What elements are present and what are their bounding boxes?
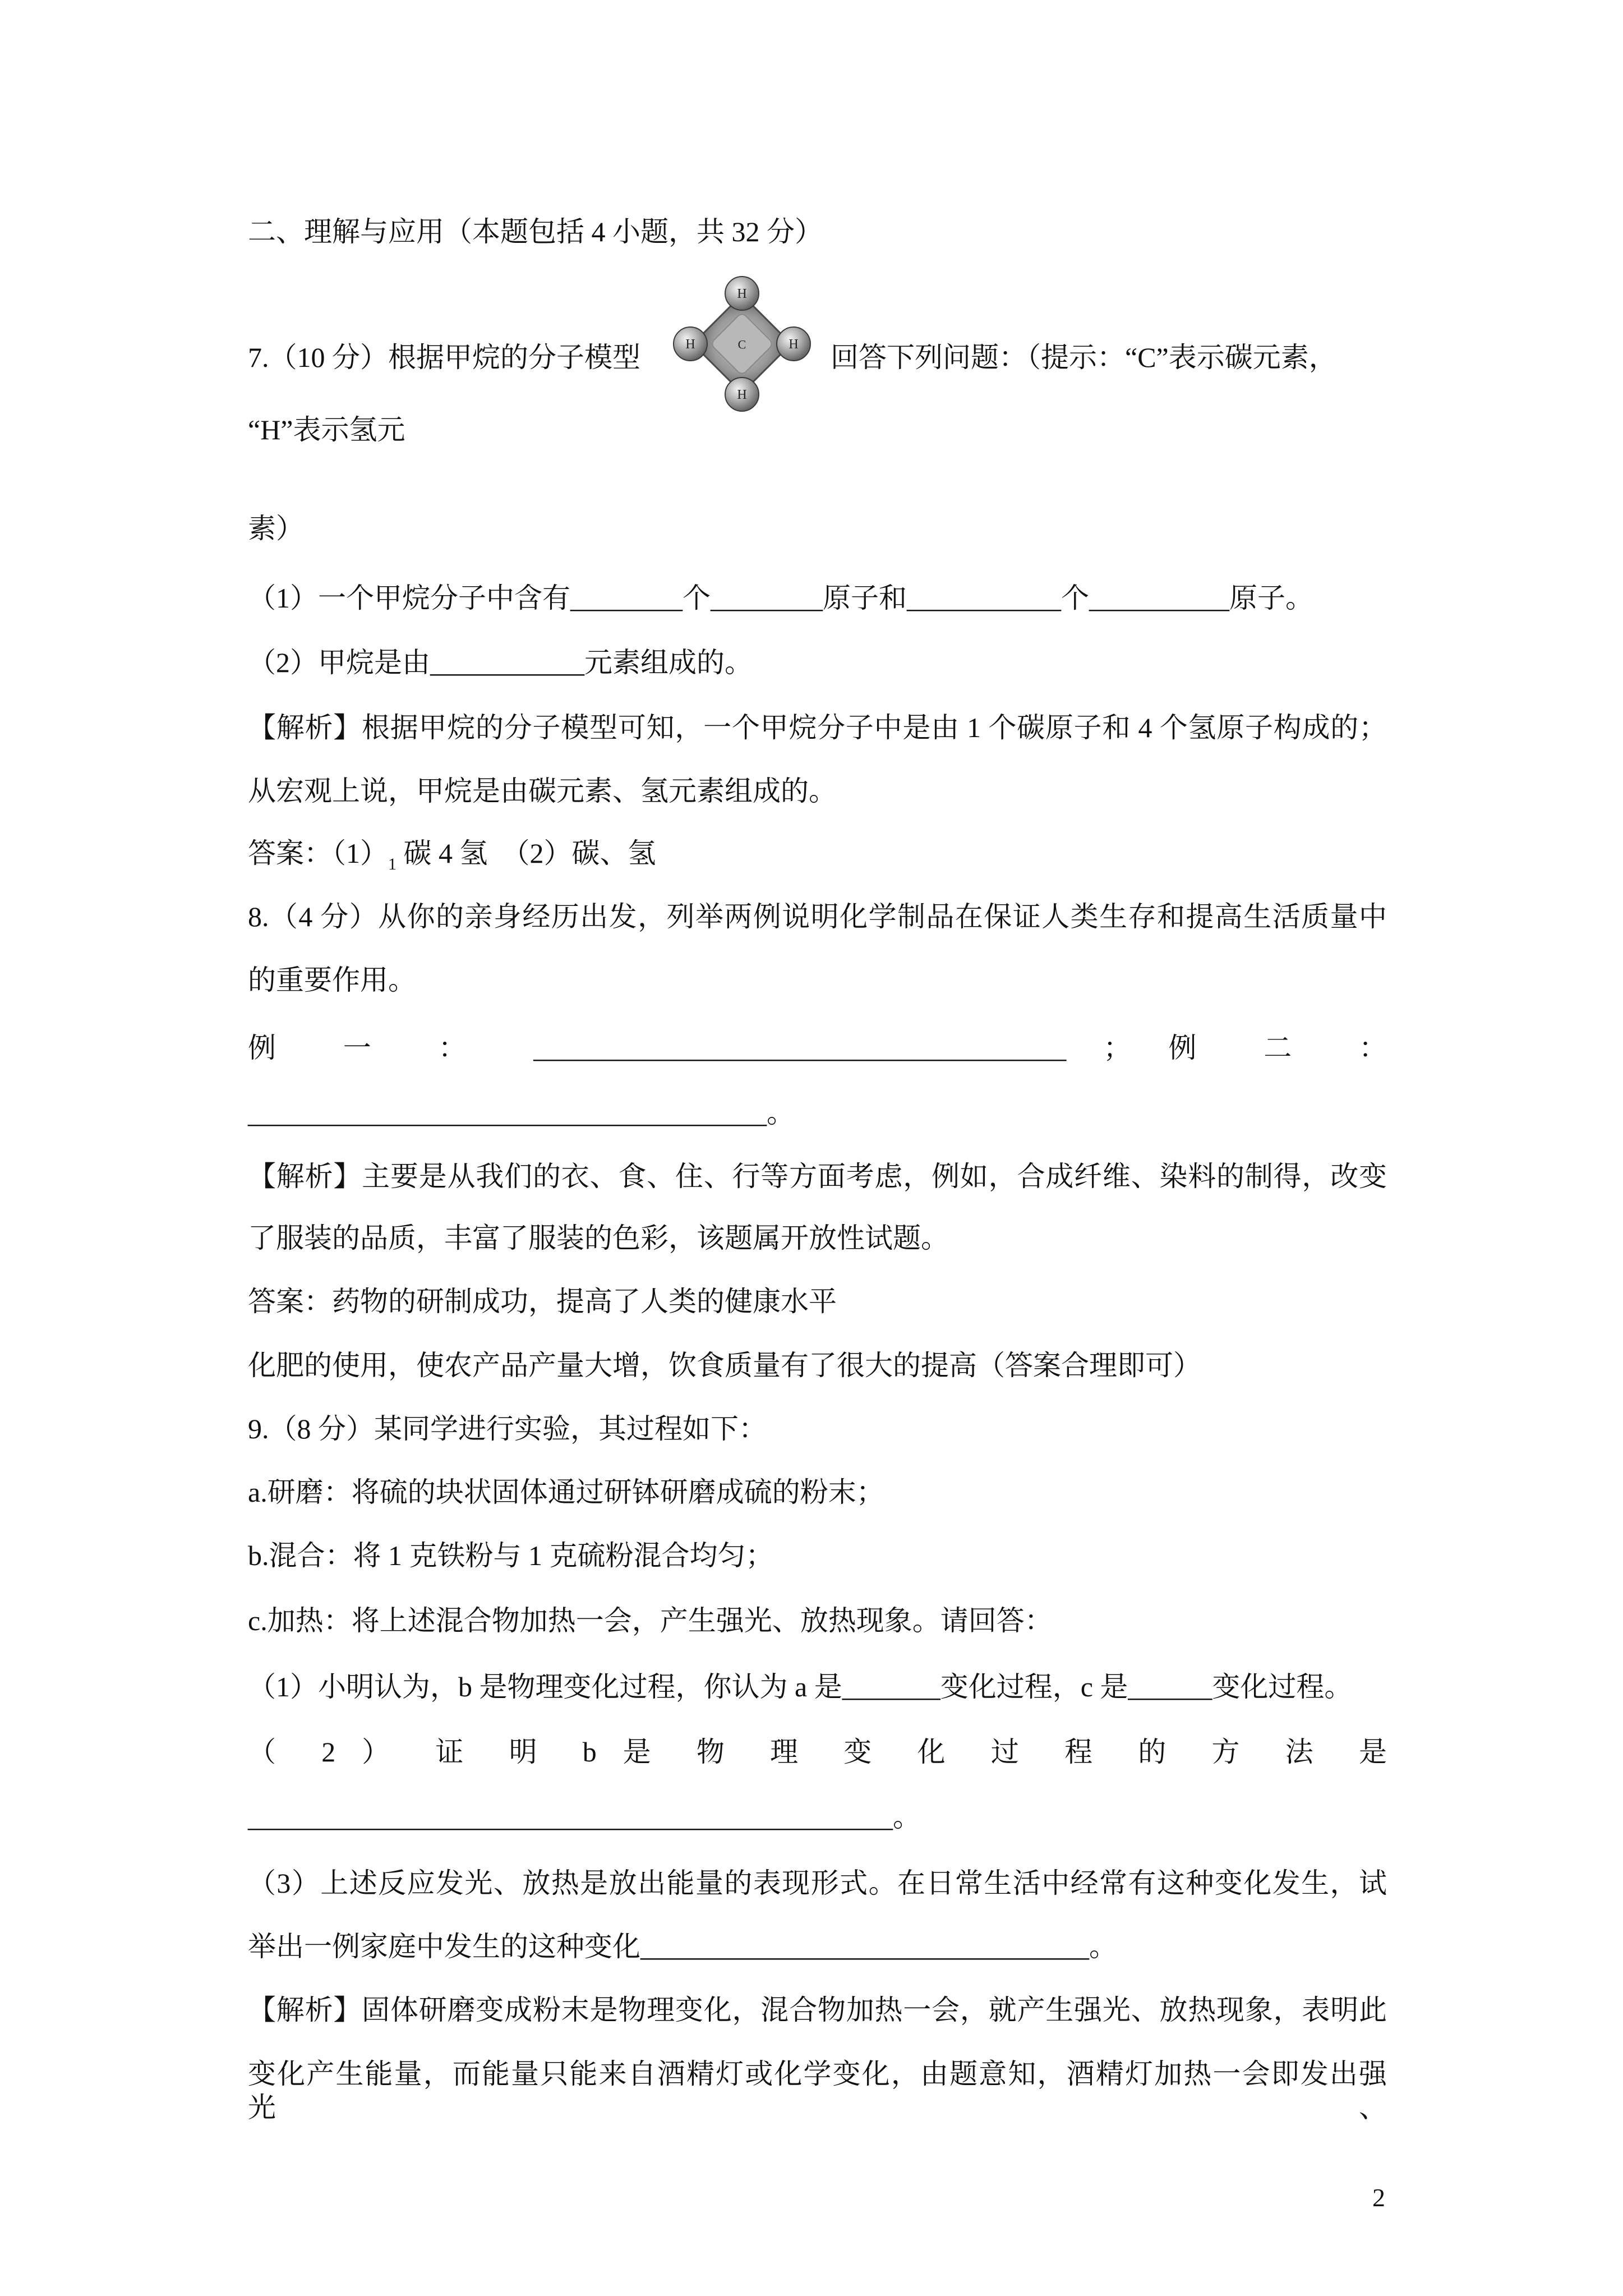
hydrogen-atom-right: [777, 327, 810, 361]
hydrogen-atom-label: H: [737, 287, 747, 301]
q7-stem-before-figure: 7.（10 分）根据甲烷的分子模型: [248, 342, 640, 373]
methane-molecule-figure: [666, 274, 818, 414]
q9-stem: 9.（8 分）某同学进行实验，其过程如下：: [248, 1413, 767, 1444]
q8-analysis-line-2: 了服装的品质，丰富了服装的色彩，该题属开放性试题。: [248, 1222, 949, 1254]
q7-answer-prefix: 答案：（1）: [248, 838, 388, 869]
q7-part-2: （2）甲烷是由___________元素组成的。: [248, 647, 753, 678]
q7-stem-after-figure: 回答下列问题：（提示：“C”表示碳元素，: [831, 342, 1337, 373]
q9-part-2-line-2: ______________________________________________。: [248, 1801, 921, 1833]
q9-part-3-line-2: 举出一例家庭中发生的这种变化________________________________。: [248, 1931, 1117, 1962]
q9-analysis-line-2: 变化产生能量，而能量只能来自酒精灯或化学变化，由题意知，酒精灯加热一会即发出强光、: [248, 2058, 1387, 2123]
q8-blank-line-1: 例 一 ： ______________________________________ ； 例 二 ：: [248, 1032, 1387, 1064]
hydrogen-atom-left: [674, 327, 707, 361]
q8-stem-line-2: 的重要作用。: [248, 964, 416, 996]
q9-part-1: （1）小明认为，b 是物理变化过程，你认为 a 是_______变化过程，c 是______变化过程。: [248, 1671, 1353, 1703]
carbon-atom-label: C: [737, 337, 746, 352]
q7-analysis-line-2: 从宏观上说，甲烷是由碳元素、氢元素组成的。: [248, 775, 837, 807]
q7-answer: [248, 836, 1387, 873]
hydrogen-atom-label: H: [789, 337, 799, 352]
q7-answer-rest: 碳 4 氢 （2）碳、氢: [396, 838, 656, 869]
q7-answer-subscript: 1: [388, 855, 396, 873]
hydrogen-atom-bottom: [725, 378, 759, 411]
hydrogen-atom-label: H: [685, 337, 695, 352]
q8-answer-line-2: 化肥的使用，使农产品产量大增，饮食质量有了很大的提高（答案合理即可）: [248, 1350, 1201, 1381]
q7-stem-line-2: “H”表示氢元: [248, 414, 405, 445]
q8-stem-line-1: 8.（4 分）从你的亲身经历出发，列举两例说明化学制品在保证人类生存和提高生活质量中: [248, 901, 1387, 932]
q9-part-3-line-1: （3）上述反应发光、放热是放出能量的表现形式。在日常生活中经常有这种变化发生，试: [248, 1867, 1387, 1899]
q9-analysis-line-1: 【解析】固体研磨变成粉末是物理变化，混合物加热一会，就产生强光、放热现象，表明此: [248, 1994, 1387, 2026]
hydrogen-atom-label: H: [737, 388, 747, 402]
q7-part-1: （1）一个甲烷分子中含有________个________原子和___________个__________原子。: [248, 582, 1313, 614]
page-number: 2: [1372, 2183, 1385, 2212]
q9-part-2-line-1: （ 2 ） 证 明 b 是 物 理 变 化 过 程 的 方 法 是: [248, 1736, 1387, 1768]
q7-stem-line-3: 素）: [248, 513, 304, 544]
q8-answer-line-1: 答案：药物的研制成功，提高了人类的健康水平: [248, 1286, 837, 1317]
hydrogen-atom-top: [725, 277, 759, 310]
q7-analysis-line-1: 【解析】根据甲烷的分子模型可知，一个甲烷分子中是由 1 个碳原子和 4 个氢原子构成的；: [248, 712, 1387, 743]
q9-step-a: a.研磨：将硫的块状固体通过研钵研磨成硫的粉末；: [248, 1476, 884, 1508]
q8-analysis-line-1: 【解析】主要是从我们的衣、食、住、行等方面考虑，例如，合成纤维、染料的制得，改变: [248, 1161, 1387, 1192]
q8-blank-line-2: _____________________________________。: [248, 1097, 795, 1129]
q9-step-c: c.加热：将上述混合物加热一会，产生强光、放热现象。请回答：: [248, 1605, 1053, 1636]
section-heading: 二、理解与应用（本题包括 4 小题，共 32 分）: [248, 216, 823, 247]
q9-step-b: b.混合：将 1 克铁粉与 1 克硫粉混合均匀；: [248, 1540, 774, 1571]
